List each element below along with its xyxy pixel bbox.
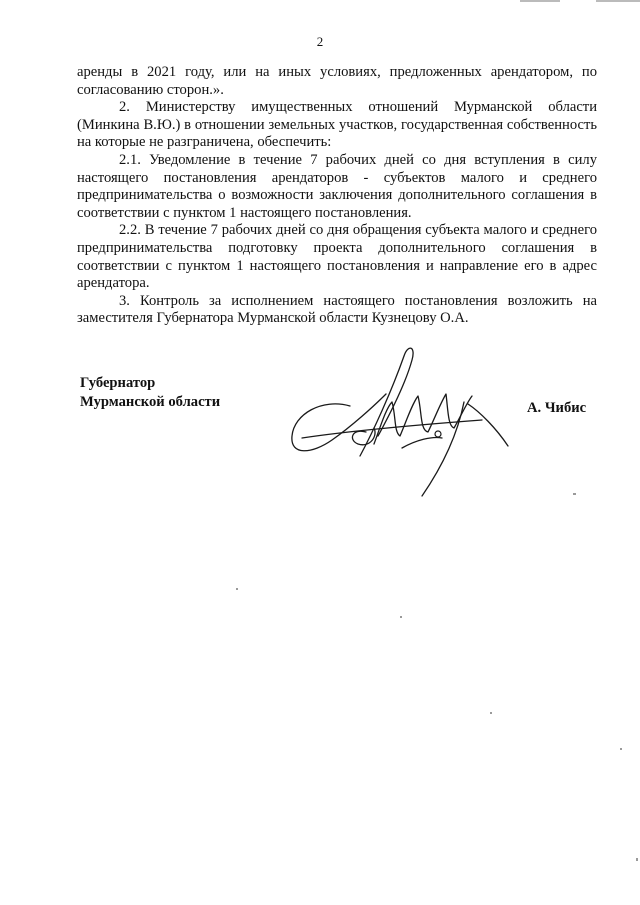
- scan-speck: [573, 493, 576, 495]
- scan-speck: [490, 712, 492, 714]
- scan-edge-mark: [520, 0, 560, 2]
- paragraph-item-3: 3. Контроль за исполнением настоящего постановления возложить на заместителя Губернатора Мурманской области Кузнецову О.А.: [77, 292, 597, 327]
- scan-speck: [400, 616, 402, 618]
- signatory-title-line1: Губернатор: [80, 375, 156, 391]
- signatory-title: [80, 374, 220, 412]
- document-body: [77, 64, 597, 328]
- paragraph-item-2-1: 2.1. Уведомление в течение 7 рабочих дней со дня вступления в силу настоящего постановления арендаторов - субъектов малого и среднего предпринимательства о возможности заключения дополнительного соглашения в соответствии с пунктом 1 настоящего постановления.: [77, 151, 597, 221]
- scan-speck: [236, 588, 238, 590]
- paragraph-item-2: 2. Министерству имущественных отношений Мурманской области (Минкина В.Ю.) в отношении земельных участков, государственная собственность на которые не разграничена, обеспечить:: [77, 99, 597, 151]
- handwritten-signature: [282, 336, 522, 506]
- paragraph-item-2-2: 2.2. В течение 7 рабочих дней со дня обращения субъекта малого и среднего предпринимательства подготовку проекта дополнительного соглашения в соответствии с пунктом 1 настоящего постановления и направление его в адрес арендатора.: [77, 222, 597, 292]
- signatory-name: А. Чибис: [527, 400, 587, 416]
- page-number: 2: [316, 34, 324, 49]
- scan-speck: [636, 858, 638, 861]
- paragraph-continuation: аренды в 2021 году, или на иных условиях, предложенных арендатором, по согласованию сторон.».: [77, 64, 597, 98]
- scan-edge-mark: [596, 0, 640, 2]
- signatory-title-line2: Мурманской области: [80, 394, 221, 410]
- scan-speck: [620, 748, 622, 750]
